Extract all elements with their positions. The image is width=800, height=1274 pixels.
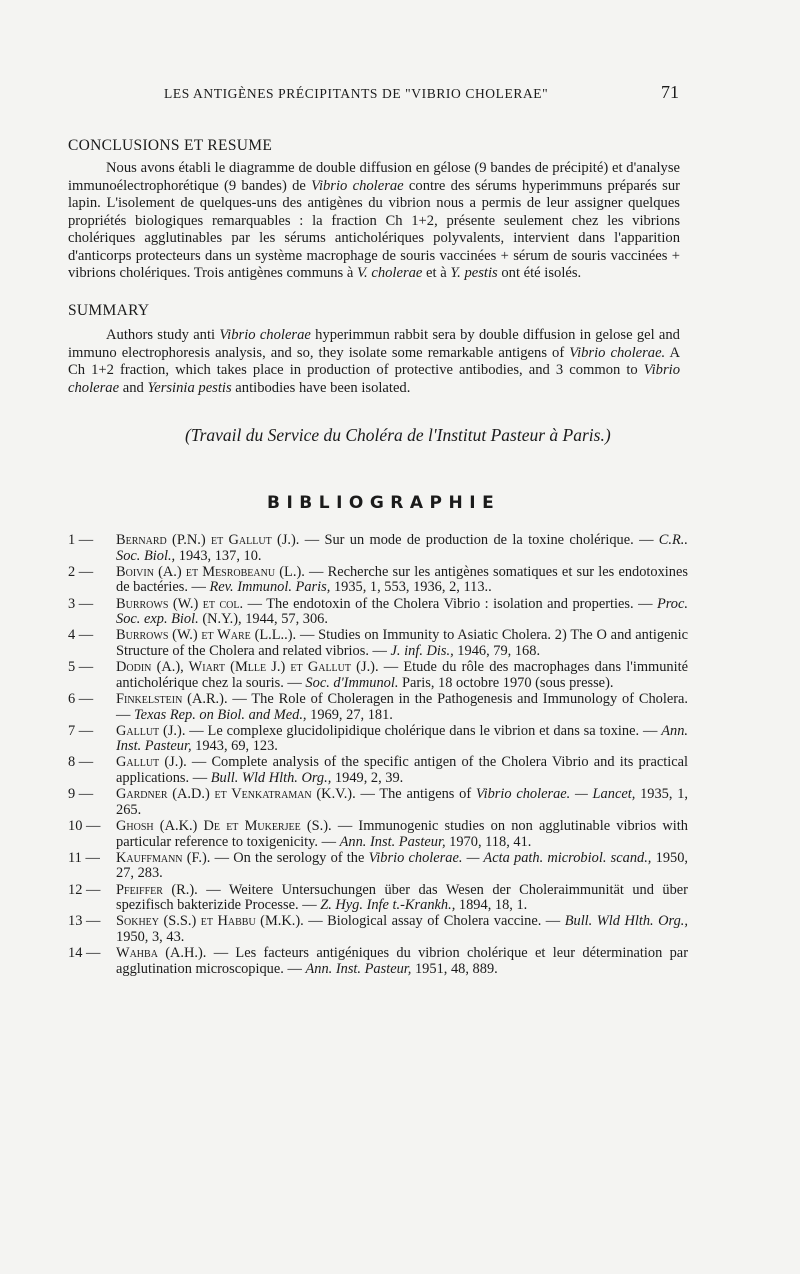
- reference-volume: 1970, 118, 41.: [445, 833, 532, 850]
- reference-item: [68, 628, 688, 659]
- reference-item: [68, 597, 688, 628]
- reference-title: — The endotoxin of the Cholera Vibrio : isolation and properties. —: [243, 595, 657, 612]
- reference-journal: Vibrio cholerae. — Acta path. microbiol. scand.,: [368, 849, 652, 866]
- reference-number: 8 —: [68, 754, 94, 771]
- reference-authors: Gallut (J.).: [116, 722, 186, 739]
- reference-text: [116, 946, 688, 977]
- reference-authors: Pfeiffer (R.).: [116, 881, 198, 898]
- reference-number: 4 —: [68, 627, 94, 644]
- reference-number: 1 —: [68, 532, 94, 548]
- reference-number: 2 —: [68, 563, 94, 580]
- reference-title: — Etude du rôle des macrophages dans l'immunité anticholérique chez la souris. —: [116, 659, 688, 691]
- reference-journal: Vibrio cholerae. — Lancet,: [475, 786, 636, 803]
- reference-volume: 1950, 3, 43.: [116, 928, 185, 945]
- bibliography-title: BIBLIOGRAPHIE: [267, 493, 501, 513]
- reference-item: [68, 565, 688, 596]
- conclusions-text-2: contre des sérums hyperimmuns préparés sur lapin. L'isolement de quelques-uns des antigènes du vibrion nous a permis de leur assigner quelques propriétés biologiques remarquables : la fraction Ch 1+2, présente seulement chez les vibrions cholériques agglutinables par les sérums anticholériques polyvalents, intervient dans l'apparition d'anticorps protecteurs dans un système macrophage de souris vaccinées + sérum de souris vaccinées + vibrions cholériques. Trois antigènes communs à: [68, 177, 681, 281]
- reference-text: [116, 787, 688, 818]
- reference-authors: Finkelstein (A.R.).: [116, 690, 228, 707]
- reference-volume: 1943, 69, 123.: [191, 738, 278, 755]
- reference-volume: Paris, 18 octobre 1970 (sous presse).: [398, 674, 614, 691]
- reference-text: [116, 628, 688, 659]
- summary-italic-3: Vibrio cholerae: [68, 362, 680, 396]
- reference-text: [116, 914, 688, 945]
- affiliation-note: (Travail du Service du Choléra de l'Institut Pasteur à Paris.): [185, 425, 611, 445]
- reference-authors: Gardner (A.D.) et Venkatraman (K.V.).: [116, 786, 356, 803]
- reference-text: [116, 533, 688, 564]
- reference-item: [68, 787, 688, 818]
- reference-volume: 1950, 27, 283.: [116, 849, 689, 882]
- reference-title: — Le complexe glucidolipidique cholérique dans le vibrion et dans sa toxine. —: [185, 722, 662, 739]
- reference-item: [68, 692, 688, 723]
- reference-authors: Ghosh (A.K.) De et Mukerjee (S.).: [116, 818, 332, 835]
- running-title: LES ANTIGÈNES PRÉCIPITANTS DE "VIBRIO CHOLERAE": [164, 86, 549, 101]
- reference-text: [116, 883, 688, 914]
- reference-item: [68, 533, 688, 564]
- conclusions-heading: CONCLUSIONS ET RESUME: [68, 137, 273, 154]
- conclusions-paragraph: [68, 160, 680, 283]
- reference-journal: Bull. Wld Hlth. Org.,: [564, 913, 688, 930]
- reference-item: [68, 851, 688, 882]
- reference-number: 10 —: [68, 818, 101, 835]
- reference-authors: Gallut (J.).: [116, 754, 187, 771]
- reference-journal: Rev. Immunol. Paris,: [209, 579, 331, 596]
- summary-text-1: Authors study anti: [106, 327, 220, 343]
- reference-number: 7 —: [68, 722, 94, 739]
- summary-text-4: and: [119, 379, 148, 396]
- conclusions-text-3: et à: [422, 265, 451, 281]
- reference-number: 14 —: [68, 945, 101, 962]
- reference-volume: (N.Y.), 1944, 57, 306.: [198, 611, 328, 628]
- reference-item: [68, 755, 688, 786]
- reference-text: [116, 597, 688, 628]
- reference-volume: 1894, 18, 1.: [455, 897, 528, 914]
- reference-title: — Weitere Untersuchungen über das Wesen der Choleraimmunität und über spezifisch bakterizide Processe. —: [116, 881, 688, 914]
- reference-authors: Dodin (A.), Wiart (Mlle J.) et Gallut (J.).: [116, 659, 379, 676]
- summary-text-2: hyperimmun rabbit sera by double diffusion in gelose gel and immuno electrophoresis analysis, and so, they isolate some remarkable antigens of: [68, 327, 680, 361]
- summary-text-5: antibodies have been isolated.: [231, 379, 411, 396]
- reference-journal: Bull. Wld Hlth. Org.,: [210, 770, 332, 787]
- reference-list: [68, 533, 688, 978]
- reference-volume: 1935, 1, 265.: [116, 786, 688, 818]
- reference-volume: 1946, 79, 168.: [453, 642, 541, 659]
- conclusions-text-1: Nous avons établi le diagramme de double diffusion en gélose (9 bandes de précipité) et d'analyse immunoélectrophorétique (9 bandes) de: [68, 160, 680, 194]
- reference-journal: Texas Rep. on Biol. and Med.,: [134, 706, 307, 723]
- reference-volume: 1949, 2, 39.: [331, 770, 404, 787]
- reference-title: — Complete analysis of the specific antigen of the Cholera Vibrio and its practical applications. —: [116, 754, 689, 787]
- reference-journal: Ann. Inst. Pasteur,: [339, 833, 446, 850]
- reference-number: 11 —: [68, 849, 100, 866]
- reference-journal: Proc. Soc. exp. Biol.: [116, 595, 688, 628]
- reference-volume: 1935, 1, 553, 1936, 2, 113..: [330, 579, 492, 596]
- reference-journal: C.R.. Soc. Biol.,: [116, 532, 688, 564]
- reference-authors: Burrows (W.) et col.: [116, 595, 244, 612]
- conclusions-italic-2: V. cholerae: [357, 265, 423, 281]
- reference-title: — Biological assay of Cholera vaccine. —: [303, 913, 565, 930]
- conclusions-italic-1: Vibrio cholerae: [311, 177, 404, 194]
- summary-heading: SUMMARY: [68, 302, 150, 319]
- reference-authors: Burrows (W.) et Ware (L.L..).: [116, 627, 297, 644]
- reference-volume: 1951, 48, 889.: [411, 960, 498, 977]
- summary-paragraph: [68, 327, 680, 397]
- conclusions-text-4: ont été isolés.: [497, 265, 582, 281]
- reference-number: 12 —: [68, 881, 101, 898]
- reference-text: [116, 755, 688, 786]
- summary-italic-2: Vibrio cholerae.: [569, 344, 666, 361]
- reference-item: [68, 724, 688, 755]
- reference-title: — Studies on Immunity to Asiatic Cholera. 2) The O and antigenic Structure of the Cholera and related vibrios. —: [116, 627, 689, 659]
- reference-title: — Recherche sur les antigènes somatiques et sur les endotoxines de bactéries. —: [116, 563, 688, 596]
- reference-number: 9 —: [68, 786, 94, 803]
- reference-journal: Ann. Inst. Pasteur,: [116, 722, 688, 755]
- reference-journal: J. inf. Dis.,: [390, 642, 454, 659]
- reference-title: — The antigens of: [355, 786, 476, 803]
- reference-item: [68, 883, 688, 914]
- reference-title: — Sur un mode de production de la toxine cholérique. —: [299, 532, 659, 548]
- reference-text: [116, 819, 688, 850]
- reference-title: — Les facteurs antigéniques du vibrion cholérique et leur détermination par agglutination microscopique. —: [116, 945, 688, 977]
- reference-authors: Kauffmann (F.).: [116, 849, 211, 866]
- reference-number: 5 —: [68, 659, 94, 676]
- reference-item: [68, 660, 688, 691]
- reference-journal: Ann. Inst. Pasteur,: [305, 960, 412, 977]
- reference-number: 3 —: [68, 595, 94, 612]
- reference-journal: Z. Hyg. Infe t.-Krankh.,: [320, 897, 456, 914]
- page-number: 71: [661, 82, 679, 102]
- summary-text-3: A Ch 1+2 fraction, which takes place in production of protective antibodies, and 3 common to: [68, 344, 680, 378]
- summary-italic-1: Vibrio cholerae: [219, 327, 311, 343]
- reference-number: 13 —: [68, 913, 101, 930]
- reference-authors: Bernard (P.N.) et Gallut (J.).: [116, 532, 300, 548]
- reference-text: [116, 851, 688, 882]
- reference-authors: Wahba (A.H.).: [116, 945, 207, 962]
- reference-journal: Soc. d'Immunol.: [305, 674, 399, 691]
- reference-volume: 1969, 27, 181.: [306, 706, 393, 723]
- reference-text: [116, 660, 688, 691]
- summary-italic-4: Yersinia pestis: [147, 379, 232, 396]
- reference-authors: Boivin (A.) et Mesrobeanu (L.).: [116, 563, 305, 580]
- reference-title: — Immunogenic studies on non agglutinable vibrios with particular reference to toxigenicity. —: [116, 818, 688, 850]
- reference-item: [68, 914, 688, 945]
- reference-text: [116, 692, 688, 723]
- reference-authors: Sokhey (S.S.) et Habbu (M.K.).: [116, 913, 304, 930]
- reference-title: — The Role of Choleragen in the Pathogenesis and Immunology of Cholera. —: [116, 690, 688, 723]
- reference-text: [116, 565, 688, 596]
- reference-item: [68, 946, 688, 977]
- conclusions-italic-3: Y. pestis: [450, 265, 498, 281]
- reference-text: [116, 724, 688, 755]
- reference-number: 6 —: [68, 690, 94, 707]
- reference-item: [68, 819, 688, 850]
- reference-volume: 1943, 137, 10.: [175, 547, 262, 564]
- reference-title: — On the serology of the: [210, 849, 369, 866]
